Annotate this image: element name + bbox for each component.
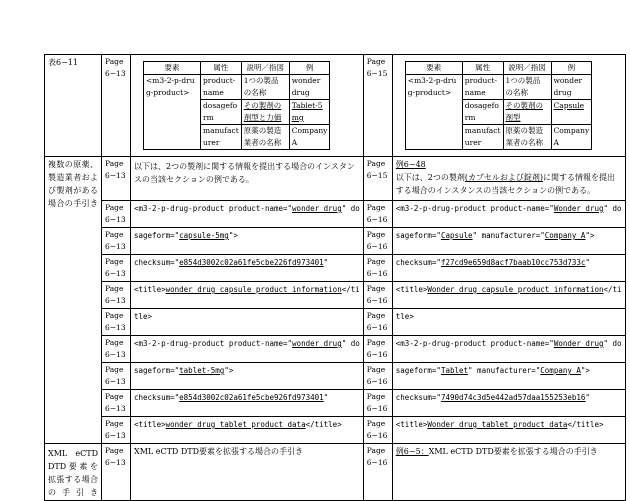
header-attribute: 属性 [462, 62, 503, 75]
cell: 1つの製品 の名称 [241, 75, 289, 100]
cell: manufact urer [462, 125, 503, 150]
left-code: checksum="e854d3002c02a61fe5cbe926fd973401" [131, 390, 364, 417]
cell: 1つの製品 の名称 [503, 75, 551, 100]
header-element: 要素 [144, 62, 201, 75]
cell: Company A [551, 125, 592, 150]
right-guidance: 例6−5：XML eCTD DTD要素を拡張する場合の手引き [392, 444, 625, 501]
left-code: sageform="capsule-5mg"> [131, 228, 364, 255]
left-page-ref: Page 6−13 [102, 55, 131, 157]
left-code: <m3-2-p-drug-product product-name="wonder drug" do [131, 336, 364, 363]
example-title: 例6−48 [395, 160, 426, 169]
right-page-ref: Page 6−16 [363, 363, 392, 390]
left-code: checksum="e854d3002c02a61fe5cbe226fd973401" [131, 255, 364, 282]
row-label: XML eCTD DTD要素を拡張する場合の手引き [45, 444, 102, 501]
table-row [45, 282, 626, 309]
cell [144, 100, 201, 125]
header-example: 例 [551, 62, 592, 75]
table-row-xml-extension [45, 444, 626, 501]
cell: wonder drug [551, 75, 592, 100]
right-content [392, 55, 625, 157]
table-row [45, 390, 626, 417]
right-page-ref: Page 6−16 [363, 417, 392, 444]
table-row [45, 417, 626, 444]
cell: 原薬の製造 業者の名称 [241, 125, 289, 150]
table-row [45, 309, 626, 336]
cell: <m3-2-p-dru g-product> [405, 75, 462, 100]
cell: manufact urer [201, 125, 242, 150]
header-element: 要素 [405, 62, 462, 75]
left-code: <title>wonder drug tablet product data</title> [131, 417, 364, 444]
group-label: 複数の原薬、製造業者および製剤がある場合の手引き [45, 157, 102, 444]
right-code: checksum="f27cd9e659d8acf7baab10cc753d733c" [392, 255, 625, 282]
right-element-table [405, 61, 592, 150]
right-code: <title>Wonder drug capsule product information</ti [392, 282, 625, 309]
right-code: tle> [392, 309, 625, 336]
left-code: tle> [131, 309, 364, 336]
table-row [45, 336, 626, 363]
right-page-ref: Page 6−15 [363, 157, 392, 201]
left-page-ref: Page 6−13 [102, 228, 131, 255]
left-page-ref: Page 6−13 [102, 255, 131, 282]
cell [405, 100, 462, 125]
header-description: 説明／指図 [503, 62, 551, 75]
right-page-ref: Page 6−16 [363, 390, 392, 417]
left-page-ref: Page 6−13 [102, 444, 131, 501]
left-page-ref: Page 6−13 [102, 201, 131, 228]
right-page-ref: Page 6−16 [363, 309, 392, 336]
right-page-ref: Page 6−16 [363, 201, 392, 228]
cell: dosagefo rm [462, 100, 503, 125]
table-row [45, 255, 626, 282]
cell: wonder drug [289, 75, 330, 100]
left-code: sageform="tablet-5mg"> [131, 363, 364, 390]
header-example: 例 [289, 62, 330, 75]
left-description: 以下は、2つの製剤に関する情報を提出する場合のインスタンスの当該セクションの例である。 [131, 157, 364, 201]
left-page-ref: Page 6−13 [102, 417, 131, 444]
table-row [45, 201, 626, 228]
cell: 原薬の製造 業者の名称 [503, 125, 551, 150]
left-page-ref: Page 6−13 [102, 336, 131, 363]
left-code: <m3-2-p-drug-product product-name="wonder drug" do [131, 201, 364, 228]
right-code: <m3-2-p-drug-product product-name="Wonder drug" do [392, 201, 625, 228]
cell: <m3-2-p-dru g-product> [144, 75, 201, 100]
left-element-table [143, 61, 330, 150]
cell: Capsule [551, 100, 592, 125]
right-code: <title>Wonder drug tablet product data</title> [392, 417, 625, 444]
table-row [45, 228, 626, 255]
row-label: 表6−11 [45, 55, 102, 157]
left-page-ref: Page 6−13 [102, 309, 131, 336]
header-attribute: 属性 [201, 62, 242, 75]
left-page-ref: Page 6−13 [102, 390, 131, 417]
right-code: sageform="Capsule" manufacturer="Company A"> [392, 228, 625, 255]
table-row-description [45, 157, 626, 201]
right-code: checksum="7490d74c3d5e442ad57daa155253eb16" [392, 390, 625, 417]
right-page-ref: Page 6−16 [363, 282, 392, 309]
right-page-ref: Page 6−15 [363, 55, 392, 157]
right-code: <m3-2-p-drug-product product-name="Wonder drug" do [392, 336, 625, 363]
cell: その製剤の 剤型と力価 [241, 100, 289, 125]
cell: Tablet-5 mg [289, 100, 330, 125]
cell: product- name [462, 75, 503, 100]
right-page-ref: Page 6−16 [363, 255, 392, 282]
right-page-ref: Page 6−16 [363, 444, 392, 501]
table-row [45, 363, 626, 390]
left-content [131, 55, 364, 157]
cell: Company A [289, 125, 330, 150]
table-row-6-11 [45, 55, 626, 157]
right-description: 例6−48 以下は、2つの製剤(カプセルおよび錠剤)に関する情報を提出する場合のインスタンスの当該セクションの例である。 [392, 157, 625, 201]
right-page-ref: Page 6−16 [363, 336, 392, 363]
cell: product- name [201, 75, 242, 100]
comparison-table [44, 54, 626, 501]
cell [405, 125, 462, 150]
left-page-ref: Page 6−13 [102, 282, 131, 309]
header-description: 説明／指図 [241, 62, 289, 75]
cell [144, 125, 201, 150]
right-page-ref: Page 6−16 [363, 228, 392, 255]
cell: dosagefo rm [201, 100, 242, 125]
left-code: <title>wonder drug capsule product information</ti [131, 282, 364, 309]
left-page-ref: Page 6−13 [102, 157, 131, 201]
left-page-ref: Page 6−13 [102, 363, 131, 390]
right-code: sageform="Tablet" manufacturer="Company A"> [392, 363, 625, 390]
cell: その製剤の 剤型 [503, 100, 551, 125]
left-guidance: XML eCTD DTD要素を拡張する場合の手引き [131, 444, 364, 501]
